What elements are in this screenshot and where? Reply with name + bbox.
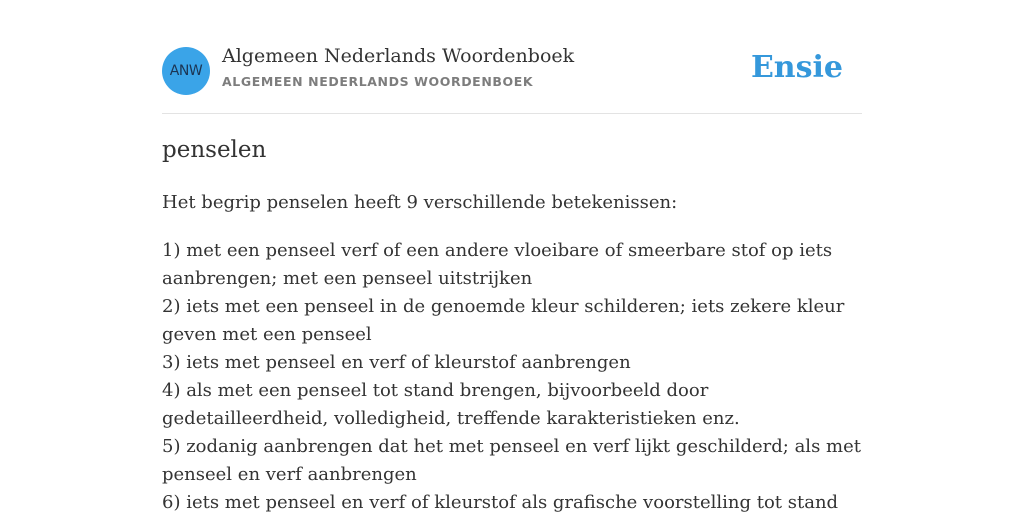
meaning-item: 4) als met een penseel tot stand brengen, bijvoorbeeld door gedetailleerdheid, volledigheid, treffende karakteristieken enz. — [162, 380, 740, 429]
site-subtitle: ALGEMEEN NEDERLANDS WOORDENBOEK — [222, 74, 534, 89]
meaning-item: 6) iets met penseel en verf of kleurstof als grafische voorstelling tot stand — [162, 492, 839, 512]
meaning-item: 1) met een penseel verf of een andere vloeibare of smeerbare stof op iets aanbrengen; met een penseel uitstrijken — [162, 240, 833, 289]
site-header — [162, 0, 862, 114]
page-container — [162, 0, 862, 512]
entry-intro: Het begrip penselen heeft 9 verschillende betekenissen: — [162, 192, 678, 213]
meaning-item: 3) iets met penseel en verf of kleurstof aanbrengen — [162, 352, 631, 373]
meaning-item: 5) zodanig aanbrengen dat het met penseel en verf lijkt geschilderd; als met penseel en verf aanbrengen — [162, 436, 861, 485]
meanings-list — [162, 237, 862, 512]
meaning-item: 2) iets met een penseel in de genoemde kleur schilderen; iets zekere kleur geven met een penseel — [162, 296, 845, 345]
anw-logo[interactable]: ANW — [162, 47, 210, 95]
site-title[interactable]: Algemeen Nederlands Woordenboek — [222, 45, 575, 67]
ensie-logo[interactable]: Ensie — [750, 50, 843, 85]
entry-word-title: penselen — [162, 137, 267, 163]
